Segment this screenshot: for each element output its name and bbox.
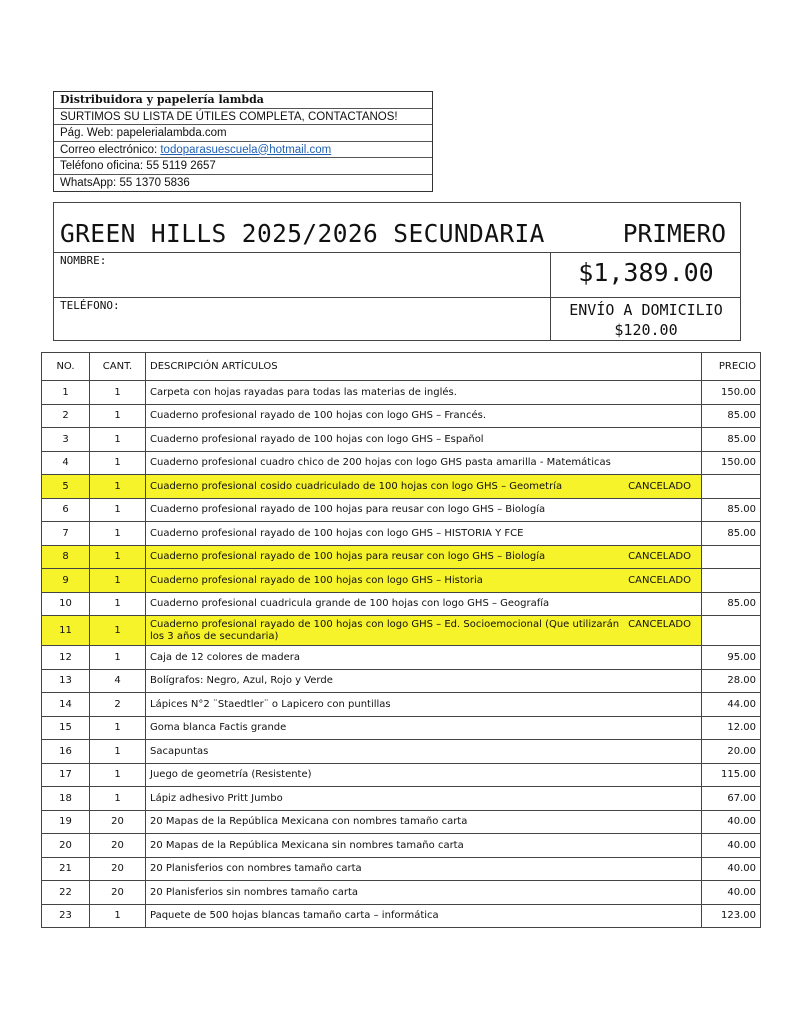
table-row: [42, 522, 761, 546]
email-label: Correo electrónico:: [60, 143, 161, 156]
description-text: 20 Planisferios con nombres tamaño carta: [150, 863, 362, 875]
description-text: Cuaderno profesional rayado de 100 hojas para reusar con logo GHS – Biología: [150, 504, 546, 516]
row-description: [146, 834, 702, 858]
description-text: Cuaderno profesional rayado de 100 hojas con logo GHS – Francés.: [150, 410, 486, 422]
row-number: 15: [42, 716, 90, 740]
row-number: 19: [42, 810, 90, 834]
row-price: 40.00: [702, 810, 761, 834]
row-price: [702, 545, 761, 569]
row-price: 85.00: [702, 428, 761, 452]
table-row: [42, 669, 761, 693]
description-text: Cuaderno profesional rayado de 100 hojas con logo GHS – Español: [150, 433, 484, 445]
row-number: 18: [42, 787, 90, 811]
row-description: [146, 475, 702, 499]
row-quantity: 2: [90, 693, 146, 717]
row-description: [146, 381, 702, 405]
row-description: [146, 451, 702, 475]
row-number: 7: [42, 522, 90, 546]
description-text: Cuaderno profesional rayado de 100 hojas con logo GHS – Ed. Socioemocional (Que utilizarán los 3 años de secundaria): [150, 618, 620, 642]
row-description: [146, 522, 702, 546]
table-row: [42, 569, 761, 593]
email-link[interactable]: todoparasuescuela@hotmail.com: [160, 143, 332, 156]
description-text: Carpeta con hojas rayadas para todas las materias de inglés.: [150, 386, 457, 398]
table-row: [42, 763, 761, 787]
row-number: 6: [42, 498, 90, 522]
row-quantity: 1: [90, 381, 146, 405]
row-price: [702, 569, 761, 593]
row-number: 2: [42, 404, 90, 428]
row-quantity: 1: [90, 646, 146, 670]
row-price: 40.00: [702, 881, 761, 905]
row-number: 23: [42, 904, 90, 928]
row-price: 115.00: [702, 763, 761, 787]
row-quantity: 1: [90, 569, 146, 593]
row-quantity: 20: [90, 881, 146, 905]
row-price: 12.00: [702, 716, 761, 740]
col-header-qty: CANT.: [90, 353, 146, 381]
row-quantity: 4: [90, 669, 146, 693]
table-row: [42, 381, 761, 405]
row-number: 9: [42, 569, 90, 593]
table-row: [42, 904, 761, 928]
table-row: [42, 857, 761, 881]
row-price: 28.00: [702, 669, 761, 693]
row-description: [146, 810, 702, 834]
row-description: [146, 857, 702, 881]
store-slogan: SURTIMOS SU LISTA DE ÚTILES COMPLETA, CONTACTANOS!: [54, 109, 432, 126]
row-number: 17: [42, 763, 90, 787]
row-quantity: 1: [90, 787, 146, 811]
store-info-box: [53, 91, 433, 192]
row-number: 1: [42, 381, 90, 405]
cancelled-badge: CANCELADO: [628, 574, 691, 586]
row-price: [702, 616, 761, 646]
row-price: 150.00: [702, 451, 761, 475]
description-text: Bolígrafos: Negro, Azul, Rojo y Verde: [150, 675, 333, 687]
shipping-label: ENVÍO A DOMICILIO: [569, 301, 723, 319]
description-text: Cuaderno profesional rayado de 100 hojas para reusar con logo GHS – Biología: [150, 551, 546, 563]
table-row: [42, 834, 761, 858]
phone-field-label: TELÉFONO:: [60, 299, 120, 312]
description-text: Cuaderno profesional cosido cuadriculado de 100 hojas con logo GHS – Geometría: [150, 480, 563, 492]
row-price: 20.00: [702, 740, 761, 764]
row-number: 21: [42, 857, 90, 881]
table-row: [42, 716, 761, 740]
table-header-row: [42, 353, 761, 381]
store-web: Pág. Web: papelerialambda.com: [54, 125, 432, 142]
description-text: Cuaderno profesional rayado de 100 hojas con logo GHS – Historia: [150, 574, 483, 586]
description-text: Cuaderno profesional rayado de 100 hojas con logo GHS – HISTORIA Y FCE: [150, 527, 524, 539]
row-price: 67.00: [702, 787, 761, 811]
table-row: [42, 545, 761, 569]
row-number: 10: [42, 592, 90, 616]
table-row: [42, 475, 761, 499]
shipping-cost: $120.00: [614, 321, 678, 339]
row-description: [146, 740, 702, 764]
row-price: 150.00: [702, 381, 761, 405]
table-row: [42, 646, 761, 670]
table-row: [42, 881, 761, 905]
row-description: [146, 904, 702, 928]
row-quantity: 1: [90, 475, 146, 499]
table-row: [42, 693, 761, 717]
table-row: [42, 616, 761, 646]
cancelled-badge: CANCELADO: [628, 480, 691, 492]
header-title-row: [54, 203, 740, 253]
school-title: GREEN HILLS 2025/2026 SECUNDARIA: [60, 219, 545, 248]
row-description: [146, 693, 702, 717]
row-description: [146, 569, 702, 593]
row-description: [146, 646, 702, 670]
col-header-price: PRECIO: [702, 353, 761, 381]
table-row: [42, 787, 761, 811]
row-quantity: 1: [90, 592, 146, 616]
items-table: [41, 352, 761, 928]
row-description: [146, 787, 702, 811]
row-quantity: 1: [90, 716, 146, 740]
row-quantity: 20: [90, 834, 146, 858]
row-number: 13: [42, 669, 90, 693]
row-description: [146, 592, 702, 616]
store-whatsapp: WhatsApp: 55 1370 5836: [60, 176, 190, 189]
row-number: 4: [42, 451, 90, 475]
description-text: 20 Mapas de la República Mexicana con nombres tamaño carta: [150, 816, 468, 828]
description-text: Lápiz adhesivo Pritt Jumbo: [150, 792, 283, 804]
row-quantity: 20: [90, 810, 146, 834]
row-number: 20: [42, 834, 90, 858]
row-quantity: 1: [90, 428, 146, 452]
row-description: [146, 881, 702, 905]
row-description: [146, 404, 702, 428]
table-row: [42, 740, 761, 764]
shipping-box: [551, 298, 741, 341]
row-number: 5: [42, 475, 90, 499]
col-header-no: NO.: [42, 353, 90, 381]
row-price: 123.00: [702, 904, 761, 928]
description-text: Lápices N°2 ¨Staedtler¨ o Lapicero con puntillas: [150, 698, 391, 710]
list-header: [53, 202, 741, 341]
store-name: Distribuidora y papelería lambda: [54, 92, 432, 109]
description-text: Cuaderno profesional cuadricula grande de 100 hojas con logo GHS – Geografía: [150, 598, 550, 610]
store-phone: Teléfono oficina: 55 5119 2657: [54, 158, 432, 175]
grade-label: PRIMERO: [622, 219, 726, 248]
description-text: Paquete de 500 hojas blancas tamaño carta – informática: [150, 910, 439, 922]
row-description: [146, 669, 702, 693]
table-row: [42, 592, 761, 616]
row-quantity: 1: [90, 545, 146, 569]
row-quantity: 1: [90, 522, 146, 546]
row-description: [146, 763, 702, 787]
row-quantity: 1: [90, 404, 146, 428]
table-row: [42, 810, 761, 834]
row-quantity: 20: [90, 857, 146, 881]
table-row: [42, 404, 761, 428]
row-price: 85.00: [702, 522, 761, 546]
row-price: 85.00: [702, 498, 761, 522]
description-text: Cuaderno profesional cuadro chico de 200 hojas con logo GHS pasta amarilla - Matemáticas: [150, 457, 611, 469]
row-quantity: 1: [90, 616, 146, 646]
row-quantity: 1: [90, 904, 146, 928]
row-price: 40.00: [702, 857, 761, 881]
description-text: 20 Planisferios sin nombres tamaño carta: [150, 886, 359, 898]
row-number: 3: [42, 428, 90, 452]
row-description: [146, 616, 702, 646]
row-price: 95.00: [702, 646, 761, 670]
row-quantity: 1: [90, 740, 146, 764]
col-header-description: DESCRIPCIÓN ARTÍCULOS: [146, 353, 702, 381]
row-description: [146, 716, 702, 740]
name-field-label: NOMBRE:: [60, 254, 107, 267]
description-text: Caja de 12 colores de madera: [150, 651, 301, 663]
row-description: [146, 545, 702, 569]
cancelled-badge: CANCELADO: [628, 551, 691, 563]
row-number: 11: [42, 616, 90, 646]
row-description: [146, 428, 702, 452]
table-row: [42, 451, 761, 475]
row-number: 16: [42, 740, 90, 764]
row-quantity: 1: [90, 451, 146, 475]
row-number: 8: [42, 545, 90, 569]
table-row: [42, 498, 761, 522]
row-price: 85.00: [702, 592, 761, 616]
row-number: 22: [42, 881, 90, 905]
description-text: Juego de geometría (Resistente): [150, 769, 312, 781]
row-price: 40.00: [702, 834, 761, 858]
description-text: Goma blanca Factis grande: [150, 722, 287, 734]
table-body: [42, 381, 761, 928]
row-description: [146, 498, 702, 522]
row-quantity: 1: [90, 498, 146, 522]
description-text: 20 Mapas de la República Mexicana sin nombres tamaño carta: [150, 839, 464, 851]
row-number: 12: [42, 646, 90, 670]
cancelled-badge: CANCELADO: [628, 618, 691, 630]
row-quantity: 1: [90, 763, 146, 787]
row-number: 14: [42, 693, 90, 717]
total-price: $1,389.00: [578, 258, 714, 287]
table-row: [42, 428, 761, 452]
row-price: 85.00: [702, 404, 761, 428]
store-email-row: [54, 142, 432, 159]
description-text: Sacapuntas: [150, 745, 209, 757]
row-price: 44.00: [702, 693, 761, 717]
row-price: [702, 475, 761, 499]
